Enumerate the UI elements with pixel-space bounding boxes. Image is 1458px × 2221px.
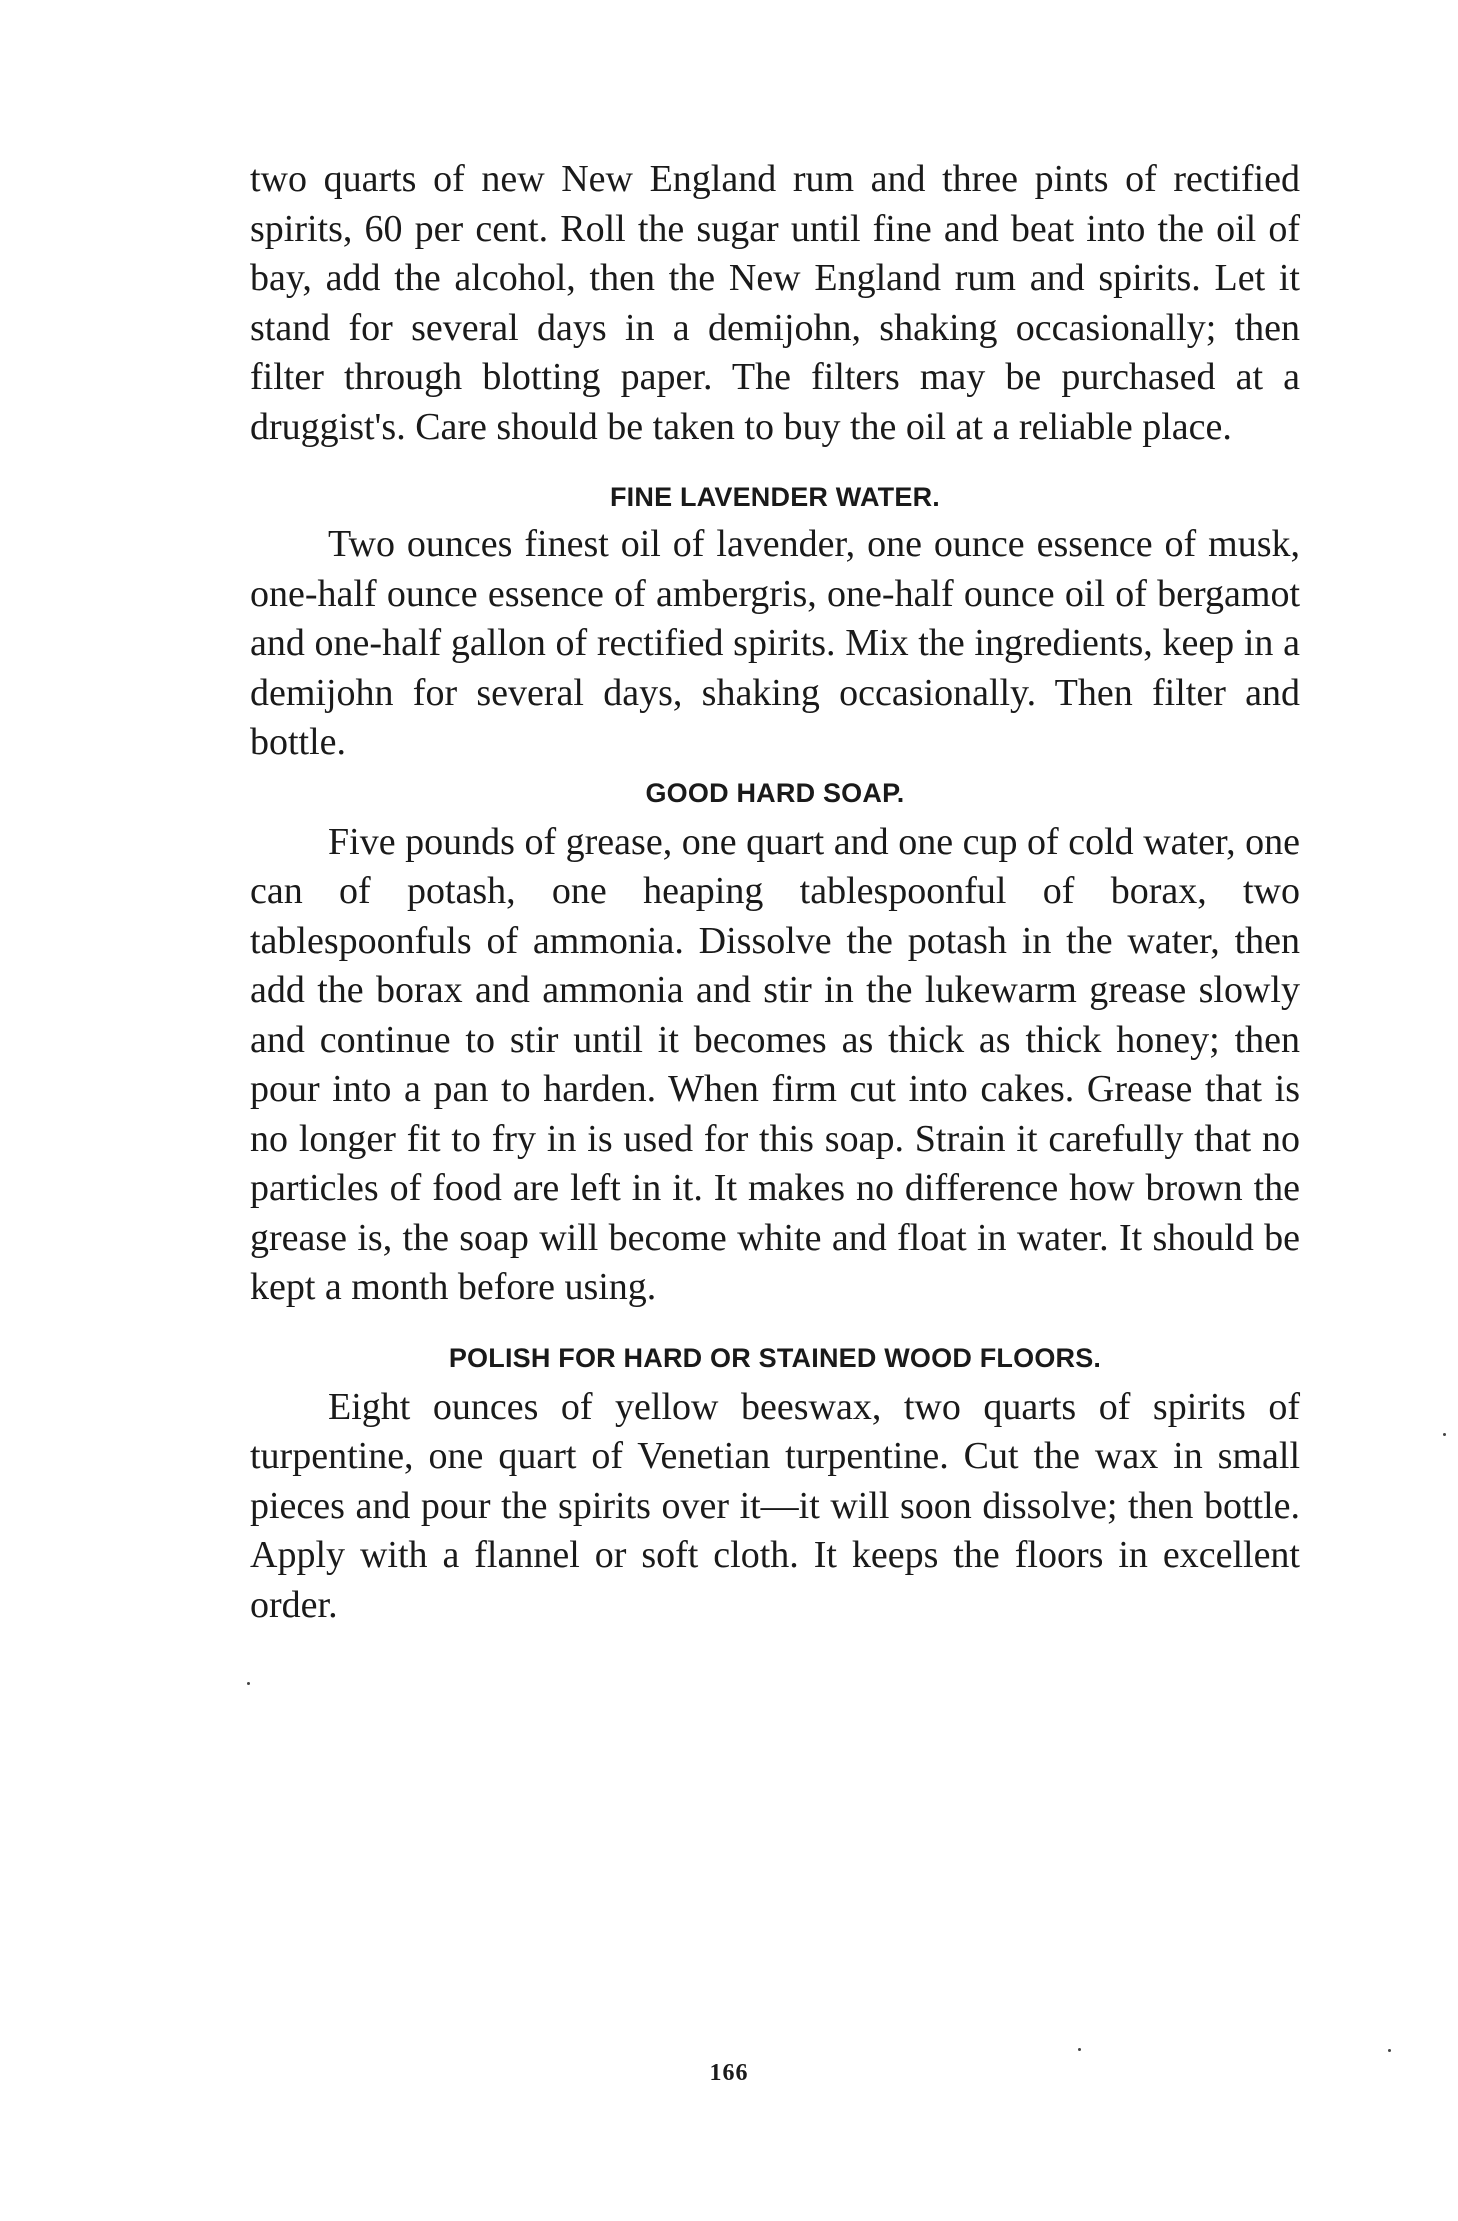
heading-good-hard-soap: GOOD HARD SOAP. (645, 777, 905, 808)
paragraph-good-hard-soap: Five pounds of grease, one quart and one cup of cold water, one can of potash, one heaping tablespoonful of borax, two tablespoonfuls of ammonia. Dissolve the potash in the water, then add the borax and ammonia and stir in the lukewarm grease slowly and continue to stir until it becomes as thick as thick honey; then pour into a pan to harden. When firm cut into cakes. Grease that is no longer fit to fry in is used for this soap. Strain it carefully that no particles of food are left in it. It makes no difference how brown the grease is, the soap will become white and float in water. It should be kept a month before using. (250, 820, 1300, 1308)
print-speck (1388, 2049, 1391, 2052)
page-body (250, 155, 1300, 1630)
paragraph-polish-floors: Eight ounces of yellow beeswax, two quarts of spirits of turpentine, one quart of Venetian turpentine. Cut the wax in small pieces and pour the spirits over it—it will soon dissolve; then bottle. Apply with a flannel or soft cloth. It keeps the floors in excellent order. (250, 1385, 1300, 1626)
page-number: 166 (709, 2060, 749, 2086)
paragraph-fine-lavender-water: Two ounces finest oil of lavender, one ounce essence of musk, one-half ounce essence of ambergris, one-half ounce oil of bergamot and one-half gallon of rectified spirits. Mix the ingredients, keep in a demijohn for several days, shaking occasionally. Then filter and bottle. (250, 523, 1300, 763)
print-speck (1443, 1433, 1446, 1436)
heading-fine-lavender-water: FINE LAVENDER WATER. (609, 482, 940, 512)
heading-polish-floors: POLISH FOR HARD OR STAINED WOOD FLOORS. (448, 1342, 1102, 1373)
continuation-paragraph: two quarts of new New England rum and three pints of rectified spirits, 60 per cent. Roll the sugar until fine and beat into the oil of bay, add the alcohol, then the New England rum and spirits. Let it stand for several days in a demijohn, shaking occasionally; then filter through blotting paper. The filters may be purchased at a druggist's. Care should be taken to buy the oil at a reliable place. (250, 158, 1300, 448)
print-speck (247, 1682, 250, 1685)
print-speck (1078, 2048, 1081, 2051)
